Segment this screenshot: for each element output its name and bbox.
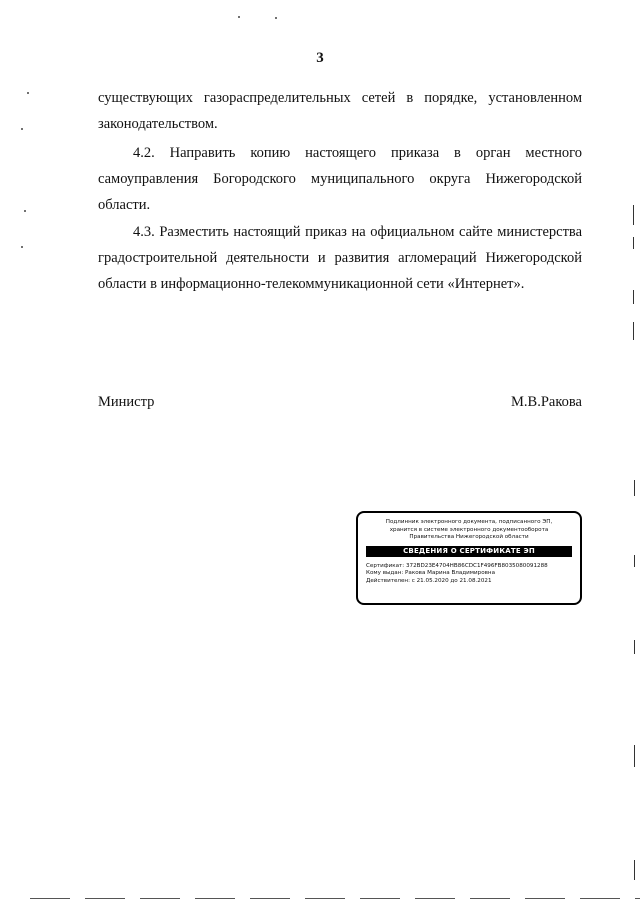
- issued-to-row: [366, 570, 580, 577]
- valid-row: [366, 578, 580, 585]
- stamp-note-line: Подлинник электронного документа, подписанного ЭП,: [385, 519, 553, 525]
- paragraph-4-3-text: 4.3. Разместить настоящий приказ на официальном сайте министерства градостроительной деятельности и развития агломераций Нижегородской области в информационно-телекоммуникационной сети «Интернет».: [98, 224, 582, 292]
- scan-artifact: [27, 92, 29, 94]
- scan-artifact: [634, 480, 635, 496]
- paragraph-continuation: существующих газораспределительных сетей в порядке, установленном законодательством.: [98, 90, 582, 132]
- scan-artifact: [633, 237, 634, 249]
- signature-row: [98, 394, 582, 411]
- scan-artifact: [633, 205, 634, 225]
- page-number: 3: [316, 50, 324, 66]
- scan-bottom-edge: [30, 898, 640, 899]
- certificate-value: 372BD23E4704HB86CDC1F496FB8035080091288: [405, 562, 548, 569]
- stamp-note-line: Правительства Нижегородской области: [409, 534, 529, 541]
- scan-artifact: [634, 745, 635, 767]
- certificate-label: Сертификат:: [366, 562, 405, 569]
- signatory-position: Министр: [98, 394, 155, 410]
- certificate-stamp: [356, 511, 582, 605]
- valid-value: с 21.05.2020 до 21.08.2021: [411, 577, 492, 584]
- issued-to-label: Кому выдан:: [366, 570, 404, 577]
- scan-artifact: [21, 128, 23, 130]
- valid-label: Действителен:: [366, 577, 410, 584]
- stamp-note: [358, 519, 580, 542]
- scan-artifact: [634, 640, 635, 654]
- paragraph-4-3: [98, 219, 582, 297]
- scan-artifact: [634, 860, 635, 880]
- scan-artifact: [633, 290, 634, 304]
- stamp-note-line: хранится в системе электронного документооборота: [389, 526, 549, 533]
- paragraph-4-2: [98, 140, 582, 218]
- scan-artifact: [634, 555, 635, 567]
- scan-artifact: [633, 322, 634, 340]
- issued-to-value: Ракова Марина Владимировна: [405, 570, 496, 577]
- scan-artifact: [238, 16, 240, 18]
- scan-artifact: [21, 246, 23, 248]
- stamp-details: [366, 563, 580, 585]
- stamp-header: СВЕДЕНИЯ О СЕРТИФИКАТЕ ЭП: [366, 546, 572, 557]
- certificate-row: [366, 563, 580, 570]
- scan-artifact: [24, 210, 26, 212]
- paragraph-4-2-text: 4.2. Направить копию настоящего приказа в орган местного самоуправления Богородского муниципального округа Нижегородской области.: [98, 145, 582, 213]
- signatory-name: М.В.Ракова: [511, 394, 582, 410]
- scan-artifact: [275, 17, 277, 19]
